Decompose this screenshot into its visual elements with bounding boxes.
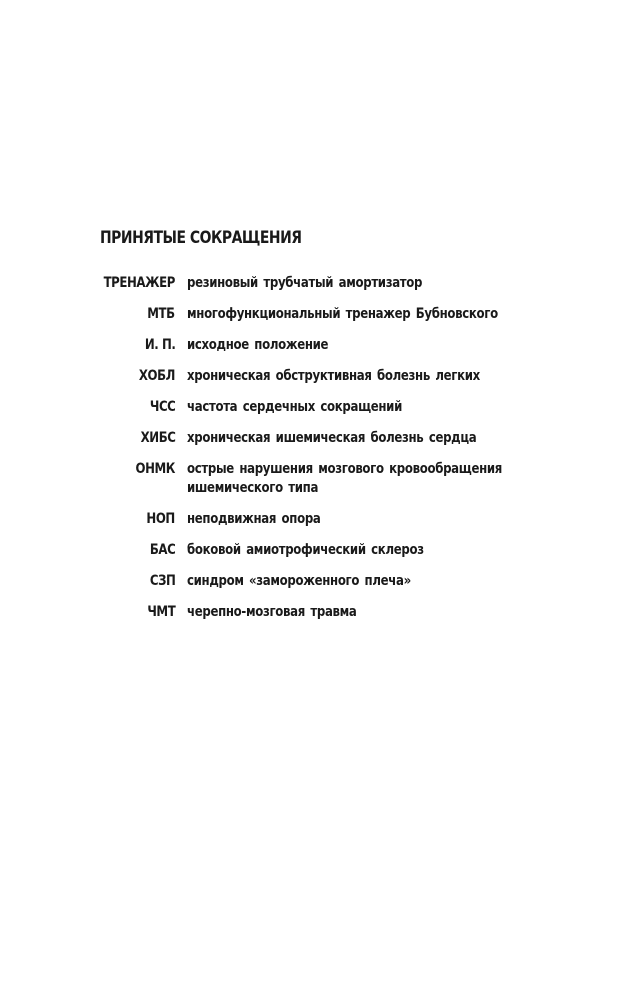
definition: хроническая обструктивная болезнь легких [187,368,480,384]
definition: резиновый трубчатый амортизатор [187,275,423,291]
abbreviation: ХИБС [140,430,175,446]
list-item [0,541,619,572]
list-item [0,572,619,603]
list-item [0,336,619,367]
definition: неподвижная опора [187,511,321,527]
definition: черепно-мозговая травма [187,604,357,620]
abbreviation: ТРЕНАЖЕР [103,275,175,291]
page-title: ПРИНЯТЫЕ СОКРАЩЕНИЯ [100,228,302,248]
abbreviation: И. П. [144,337,175,353]
definition: многофункциональный тренажер Бубновского [187,306,498,322]
definition: острые нарушения мозгового кровообращения ишемического типа [187,461,502,496]
list-item [0,603,619,634]
abbreviation: СЗП [149,573,175,589]
list-item [0,510,619,541]
abbreviation: БАС [149,542,175,558]
list-item [0,367,619,398]
list-item [0,429,619,460]
list-item [0,274,619,305]
abbreviation: МТБ [147,306,175,322]
abbreviation: НОП [146,511,175,527]
abbreviation: ЧМТ [147,604,175,620]
abbreviation: ОНМК [135,461,175,477]
list-item [0,398,619,429]
definition: исходное положение [187,337,329,353]
abbreviations-list [0,274,619,634]
abbreviation: ХОБЛ [138,368,175,384]
list-item [0,460,619,510]
abbreviation: ЧСС [149,399,175,415]
list-item [0,305,619,336]
definition: боковой амиотрофический склероз [187,542,424,558]
definition: синдром «замороженного плеча» [187,573,411,589]
definition: хроническая ишемическая болезнь сердца [187,430,477,446]
definition: частота сердечных сокращений [187,399,403,415]
